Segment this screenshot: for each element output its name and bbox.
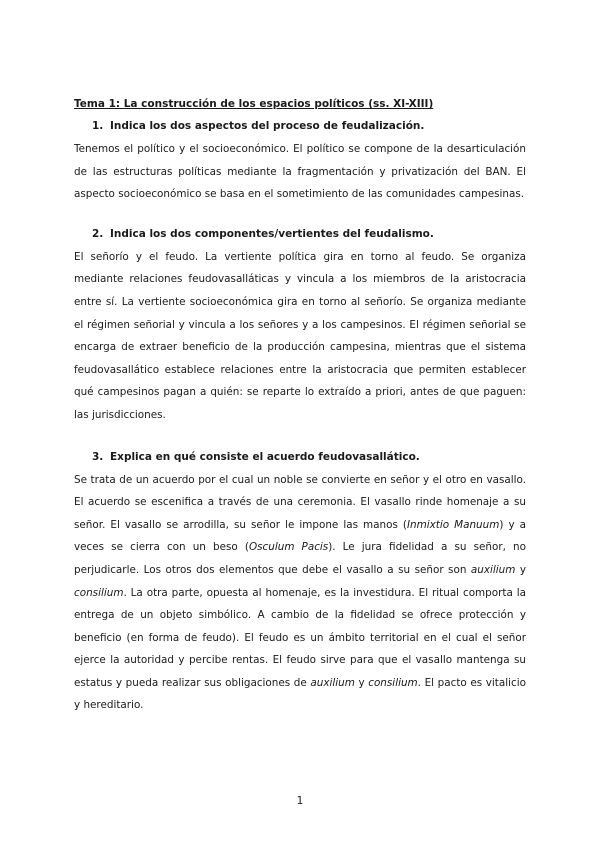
question-2-heading	[74, 226, 526, 242]
answer-text: . La otra parte, opuesta al homenaje, es la investidura. El ritual comporta la entrega de un objeto simbólico. A cambio de la fidelidad se ofrece protección y beneficio (en forma de feudo). El feudo es un ámbito territorial en el cual el señor ejerce la autoridad y percibe rentas. El feudo sirve para que el vasallo mantenga su estatus y pueda realizar sus obligaciones de	[74, 586, 526, 689]
question-1-text: Indica los dos aspectos del proceso de feudalización.	[110, 120, 425, 132]
answer-text: . El pacto es vitalicio y hereditario.	[74, 676, 526, 712]
answer-text: y	[515, 563, 526, 576]
latin-term: Inmixtio Manuum	[406, 518, 500, 531]
latin-term: auxilium	[470, 563, 516, 576]
question-3-answer	[74, 469, 526, 718]
answer-text: El señorío y el feudo. La vertiente política gira en torno al feudo. Se organiza mediante relaciones feudovasalláticas y vincula a los miembros de la aristocracia entre sí. La vertiente socioeconómica gira en torno al señorío. Se organiza mediante el régimen señorial y vincula a los señores y a los campesinos. El régimen señorial se encarga de extraer beneficio de la producción campesina, mientras que el sistema feudovasallático establece relaciones entre la aristocracia que permiten establecer qué campesinos pagan a quién: se reparte lo extraído a priori, antes de que paguen: las jurisdicciones.	[74, 250, 526, 421]
question-1-heading	[74, 118, 526, 134]
latin-term: consilium	[368, 676, 418, 689]
question-2-answer	[74, 246, 526, 427]
answer-text: ) y a veces se cierra con un beso (	[74, 518, 526, 554]
question-3-text: Explica en qué consiste el acuerdo feudovasallático.	[110, 450, 420, 463]
question-1-answer	[74, 138, 526, 206]
page-number: 1	[296, 795, 304, 807]
document-title: Tema 1: La construcción de los espacios políticos (ss. XI-XIII)	[74, 98, 434, 110]
answer-text: y	[354, 676, 369, 689]
question-2-text: Indica los dos componentes/vertientes del feudalismo.	[110, 227, 434, 240]
answer-text: ). Le jura fidelidad a su señor, no perjudicarle. Los otros dos elementos que debe el vasallo a su señor son	[74, 541, 526, 576]
question-3-heading	[74, 449, 526, 465]
question-2-number: 2.	[92, 227, 104, 240]
answer-text: Se trata de un acuerdo por el cual un noble se convierte en señor y el otro en vasallo. El acuerdo se escenifica a través de una ceremonia. El vasallo rinde homenaje a su señor. El vasallo se arrodilla, su señor le impone las manos (	[74, 473, 526, 531]
question-1-number: 1.	[92, 120, 104, 132]
latin-term: consilium	[74, 586, 124, 599]
answer-text: Tenemos el político y el socioeconómico. El político se compone de la desarticulación de las estructuras políticas mediante la fragmentación y privatización del BAN. El aspecto socioeconómico se basa en el sometimiento de las comunidades campesinas.	[74, 143, 526, 201]
question-3-number: 3.	[92, 450, 104, 463]
latin-term: Osculum Pacis	[248, 541, 329, 554]
latin-term: auxilium	[310, 676, 355, 689]
